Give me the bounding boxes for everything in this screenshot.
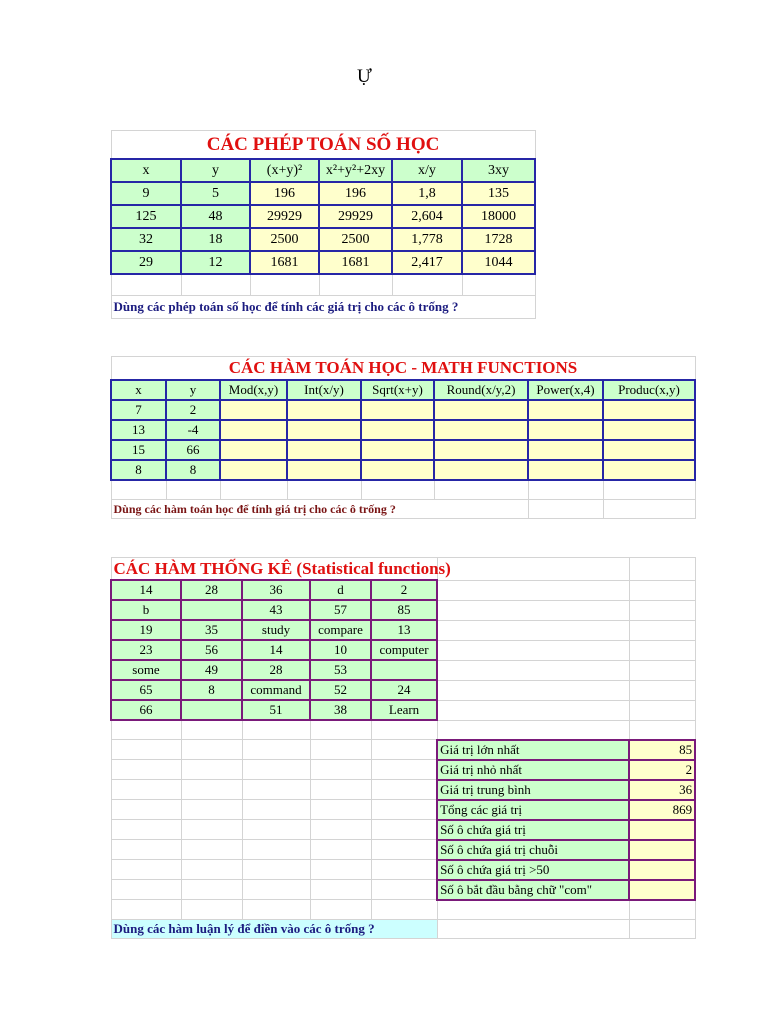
empty-cell[interactable] <box>242 780 310 800</box>
header-cell[interactable]: Int(x/y) <box>287 380 361 400</box>
empty-cell[interactable] <box>181 780 242 800</box>
result-cell[interactable]: 1728 <box>462 228 535 251</box>
empty-cell[interactable] <box>310 780 371 800</box>
empty-row <box>111 480 695 500</box>
empty-cell[interactable] <box>287 480 361 500</box>
table-row <box>111 420 695 440</box>
empty-row <box>111 274 535 296</box>
input-cell[interactable]: 32 <box>111 228 181 251</box>
empty-cell[interactable] <box>371 880 437 900</box>
table-row <box>111 440 695 460</box>
stats-note: Dùng các hàm luận lý để điền vào các ô trống ? <box>111 919 437 938</box>
empty-cell[interactable] <box>371 860 437 880</box>
data-cell[interactable]: computer <box>371 640 437 660</box>
empty-cell[interactable] <box>242 760 310 780</box>
empty-cell[interactable] <box>437 900 629 920</box>
empty-cell[interactable] <box>310 820 371 840</box>
data-cell[interactable]: 38 <box>310 700 371 720</box>
input-cell[interactable]: 125 <box>111 205 181 228</box>
table-row <box>111 205 535 228</box>
empty-cell[interactable] <box>629 700 695 720</box>
result-row <box>111 800 695 820</box>
input-cell[interactable]: 5 <box>181 182 250 205</box>
table-row <box>111 660 695 680</box>
result-cell[interactable]: 196 <box>319 182 392 205</box>
result-value[interactable]: 869 <box>629 800 695 820</box>
result-value[interactable]: 85 <box>629 740 695 760</box>
table-row <box>111 251 535 274</box>
empty-cell[interactable] <box>242 860 310 880</box>
empty-cell[interactable] <box>371 900 437 920</box>
header-cell[interactable]: Mod(x,y) <box>220 380 287 400</box>
result-cell[interactable]: 29929 <box>250 205 319 228</box>
input-cell[interactable]: 8 <box>166 460 220 480</box>
empty-row <box>111 900 695 920</box>
data-cell[interactable]: 2 <box>371 580 437 600</box>
input-cell[interactable]: 66 <box>166 440 220 460</box>
empty-cell[interactable] <box>310 840 371 860</box>
header-cell[interactable]: Round(x/y,2) <box>434 380 528 400</box>
result-row <box>111 840 695 860</box>
data-cell[interactable]: 66 <box>111 700 181 720</box>
result-cell[interactable]: 2500 <box>250 228 319 251</box>
result-cell[interactable] <box>220 460 287 480</box>
input-cell[interactable]: 15 <box>111 440 166 460</box>
header-cell[interactable]: x²+y²+2xy <box>319 159 392 182</box>
empty-cell[interactable] <box>371 760 437 780</box>
empty-cell[interactable] <box>629 919 695 938</box>
result-cell[interactable] <box>361 460 434 480</box>
data-cell[interactable]: some <box>111 660 181 680</box>
empty-cell[interactable] <box>437 558 629 581</box>
arithmetic-title: CÁC PHÉP TOÁN SỐ HỌC <box>111 131 535 160</box>
empty-cell[interactable] <box>371 820 437 840</box>
data-cell[interactable] <box>181 700 242 720</box>
empty-cell[interactable] <box>371 800 437 820</box>
result-cell[interactable] <box>220 420 287 440</box>
header-cell[interactable]: (x+y)² <box>250 159 319 182</box>
empty-cell[interactable] <box>242 900 310 920</box>
empty-cell[interactable] <box>371 840 437 860</box>
data-cell[interactable]: 28 <box>242 660 310 680</box>
empty-cell[interactable] <box>371 780 437 800</box>
input-cell[interactable]: 9 <box>111 182 181 205</box>
data-cell[interactable]: 19 <box>111 620 181 640</box>
empty-row <box>111 720 695 740</box>
empty-cell[interactable] <box>181 860 242 880</box>
data-cell[interactable]: 14 <box>111 580 181 600</box>
empty-cell[interactable] <box>181 800 242 820</box>
empty-cell[interactable] <box>629 620 695 640</box>
result-value[interactable] <box>629 860 695 880</box>
header-cell[interactable]: 3xy <box>462 159 535 182</box>
data-cell[interactable]: 13 <box>371 620 437 640</box>
empty-cell[interactable] <box>528 480 603 500</box>
empty-cell[interactable] <box>629 660 695 680</box>
arithmetic-table <box>110 130 536 319</box>
empty-cell[interactable] <box>371 720 437 740</box>
empty-cell[interactable] <box>528 500 603 519</box>
empty-cell[interactable] <box>603 480 695 500</box>
empty-cell[interactable] <box>111 840 181 860</box>
table-row <box>111 228 535 251</box>
result-value[interactable]: 2 <box>629 760 695 780</box>
result-cell[interactable] <box>603 400 695 420</box>
input-cell[interactable]: 2 <box>166 400 220 420</box>
table-row <box>111 580 695 600</box>
math-note: Dùng các hàm toán học để tính giá trị cho các ô trống ? <box>111 500 528 519</box>
empty-cell[interactable] <box>437 600 629 620</box>
empty-cell[interactable] <box>111 480 166 500</box>
data-cell[interactable]: 52 <box>310 680 371 700</box>
data-cell[interactable]: 57 <box>310 600 371 620</box>
result-value[interactable] <box>629 820 695 840</box>
header-cell[interactable]: Produc(x,y) <box>603 380 695 400</box>
data-cell[interactable] <box>371 660 437 680</box>
result-cell[interactable] <box>434 460 528 480</box>
result-cell[interactable]: 196 <box>250 182 319 205</box>
result-cell[interactable] <box>603 440 695 460</box>
result-cell[interactable]: 1,8 <box>392 182 462 205</box>
result-cell[interactable] <box>528 420 603 440</box>
result-cell[interactable] <box>434 420 528 440</box>
empty-cell[interactable] <box>242 740 310 760</box>
math-title: CÁC HÀM TOÁN HỌC - MATH FUNCTIONS <box>111 357 695 381</box>
result-row <box>111 820 695 840</box>
result-value[interactable] <box>629 880 695 900</box>
empty-cell[interactable] <box>181 720 242 740</box>
empty-cell[interactable] <box>629 720 695 740</box>
empty-cell[interactable] <box>242 840 310 860</box>
empty-cell[interactable] <box>310 800 371 820</box>
result-row <box>111 880 695 900</box>
empty-cell[interactable] <box>181 900 242 920</box>
empty-cell[interactable] <box>181 760 242 780</box>
result-label: Giá trị trung bình <box>437 780 629 800</box>
empty-cell[interactable] <box>603 500 695 519</box>
data-cell[interactable]: study <box>242 620 310 640</box>
result-cell[interactable] <box>528 400 603 420</box>
result-cell[interactable] <box>361 420 434 440</box>
empty-cell[interactable] <box>371 740 437 760</box>
data-cell[interactable]: 56 <box>181 640 242 660</box>
input-cell[interactable]: 13 <box>111 420 166 440</box>
empty-cell[interactable] <box>250 274 319 296</box>
input-cell[interactable]: 48 <box>181 205 250 228</box>
data-cell[interactable]: 43 <box>242 600 310 620</box>
table-row <box>111 182 535 205</box>
empty-cell[interactable] <box>111 880 181 900</box>
result-label: Số ô bắt đầu bằng chữ "com" <box>437 880 629 900</box>
empty-cell[interactable] <box>242 720 310 740</box>
data-cell[interactable]: 36 <box>242 580 310 600</box>
table-row <box>111 680 695 700</box>
data-cell[interactable]: 8 <box>181 680 242 700</box>
result-cell[interactable] <box>287 420 361 440</box>
table-row <box>111 460 695 480</box>
empty-cell[interactable] <box>111 720 181 740</box>
empty-cell[interactable] <box>437 620 629 640</box>
empty-cell[interactable] <box>629 900 695 920</box>
result-cell[interactable]: 135 <box>462 182 535 205</box>
result-value[interactable] <box>629 840 695 860</box>
data-cell[interactable]: 24 <box>371 680 437 700</box>
result-cell[interactable] <box>528 440 603 460</box>
empty-cell[interactable] <box>242 800 310 820</box>
result-cell[interactable] <box>220 400 287 420</box>
result-value[interactable]: 36 <box>629 780 695 800</box>
empty-cell[interactable] <box>319 274 392 296</box>
result-cell[interactable]: 1681 <box>319 251 392 274</box>
result-cell[interactable] <box>361 400 434 420</box>
result-cell[interactable]: 2,417 <box>392 251 462 274</box>
result-label: Tổng các giá trị <box>437 800 629 820</box>
empty-cell[interactable] <box>111 860 181 880</box>
result-cell[interactable] <box>287 400 361 420</box>
result-cell[interactable] <box>434 440 528 460</box>
data-cell[interactable]: 14 <box>242 640 310 660</box>
empty-cell[interactable] <box>111 900 181 920</box>
empty-cell[interactable] <box>437 919 629 938</box>
result-cell[interactable]: 2,604 <box>392 205 462 228</box>
empty-cell[interactable] <box>111 760 181 780</box>
empty-cell[interactable] <box>242 880 310 900</box>
table-row <box>111 620 695 640</box>
result-cell[interactable]: 29929 <box>319 205 392 228</box>
empty-cell[interactable] <box>310 900 371 920</box>
input-cell[interactable]: 18 <box>181 228 250 251</box>
statistical-functions-table <box>110 557 696 939</box>
empty-cell[interactable] <box>437 680 629 700</box>
data-cell[interactable]: 65 <box>111 680 181 700</box>
header-cell[interactable]: x <box>111 380 166 400</box>
empty-cell[interactable] <box>310 880 371 900</box>
empty-cell[interactable] <box>181 820 242 840</box>
empty-cell[interactable] <box>310 720 371 740</box>
result-cell[interactable] <box>287 440 361 460</box>
empty-cell[interactable] <box>437 700 629 720</box>
table-row <box>111 600 695 620</box>
result-cell[interactable] <box>287 460 361 480</box>
math-header-row <box>111 380 695 400</box>
empty-cell[interactable] <box>181 840 242 860</box>
result-cell[interactable]: 1044 <box>462 251 535 274</box>
table-row <box>111 400 695 420</box>
empty-cell[interactable] <box>220 480 287 500</box>
header-cell[interactable]: Power(x,4) <box>528 380 603 400</box>
data-cell[interactable]: 10 <box>310 640 371 660</box>
empty-cell[interactable] <box>111 800 181 820</box>
empty-cell[interactable] <box>629 640 695 660</box>
empty-cell[interactable] <box>310 740 371 760</box>
result-cell[interactable] <box>361 440 434 460</box>
empty-cell[interactable] <box>181 274 250 296</box>
data-cell[interactable]: d <box>310 580 371 600</box>
data-cell[interactable]: 28 <box>181 580 242 600</box>
result-row <box>111 760 695 780</box>
table-row <box>111 700 695 720</box>
empty-cell[interactable] <box>629 600 695 620</box>
empty-cell[interactable] <box>181 740 242 760</box>
top-character: Ự <box>357 66 372 87</box>
empty-cell[interactable] <box>111 274 181 296</box>
result-row <box>111 740 695 760</box>
header-cell[interactable]: y <box>166 380 220 400</box>
empty-cell[interactable] <box>392 274 462 296</box>
empty-cell[interactable] <box>111 740 181 760</box>
result-cell[interactable] <box>603 420 695 440</box>
data-cell[interactable]: command <box>242 680 310 700</box>
empty-cell[interactable] <box>111 780 181 800</box>
input-cell[interactable]: 7 <box>111 400 166 420</box>
result-cell[interactable]: 1,778 <box>392 228 462 251</box>
header-cell[interactable]: Sqrt(x+y) <box>361 380 434 400</box>
arithmetic-header-row <box>111 159 535 182</box>
empty-cell[interactable] <box>629 680 695 700</box>
data-cell[interactable]: 53 <box>310 660 371 680</box>
empty-cell[interactable] <box>111 820 181 840</box>
result-label: Giá trị lớn nhất <box>437 740 629 760</box>
empty-cell[interactable] <box>242 820 310 840</box>
empty-cell[interactable] <box>181 880 242 900</box>
result-row <box>111 860 695 880</box>
empty-cell[interactable] <box>629 558 695 581</box>
header-cell[interactable]: y <box>181 159 250 182</box>
table-row <box>111 640 695 660</box>
result-label: Giá trị nhỏ nhất <box>437 760 629 780</box>
data-cell[interactable]: 51 <box>242 700 310 720</box>
arithmetic-note: Dùng các phép toán số học để tính các giá trị cho các ô trống ? <box>111 296 535 319</box>
header-cell[interactable]: x/y <box>392 159 462 182</box>
math-functions-table <box>110 356 696 519</box>
data-cell[interactable] <box>181 600 242 620</box>
empty-cell[interactable] <box>166 480 220 500</box>
data-cell[interactable]: 35 <box>181 620 242 640</box>
result-cell[interactable] <box>603 460 695 480</box>
empty-cell[interactable] <box>437 720 629 740</box>
stats-title: CÁC HÀM THỐNG KÊ (Statistical functions) <box>111 558 437 581</box>
data-cell[interactable]: 49 <box>181 660 242 680</box>
result-row <box>111 780 695 800</box>
data-cell[interactable]: 85 <box>371 600 437 620</box>
result-label: Số ô chứa giá trị <box>437 820 629 840</box>
empty-cell[interactable] <box>462 274 535 296</box>
header-cell[interactable]: x <box>111 159 181 182</box>
result-cell[interactable] <box>528 460 603 480</box>
data-cell[interactable]: compare <box>310 620 371 640</box>
result-cell[interactable]: 1681 <box>250 251 319 274</box>
input-cell[interactable]: 12 <box>181 251 250 274</box>
data-cell[interactable]: b <box>111 600 181 620</box>
result-label: Số ô chứa giá trị chuỗi <box>437 840 629 860</box>
data-cell[interactable]: 23 <box>111 640 181 660</box>
input-cell[interactable]: 29 <box>111 251 181 274</box>
empty-cell[interactable] <box>437 660 629 680</box>
empty-cell[interactable] <box>629 580 695 600</box>
result-label: Số ô chứa giá trị >50 <box>437 860 629 880</box>
empty-cell[interactable] <box>361 480 434 500</box>
result-cell[interactable]: 18000 <box>462 205 535 228</box>
result-cell[interactable] <box>220 440 287 460</box>
result-cell[interactable] <box>434 400 528 420</box>
result-cell[interactable]: 2500 <box>319 228 392 251</box>
empty-cell[interactable] <box>434 480 528 500</box>
empty-cell[interactable] <box>437 640 629 660</box>
input-cell[interactable]: -4 <box>166 420 220 440</box>
input-cell[interactable]: 8 <box>111 460 166 480</box>
empty-cell[interactable] <box>310 760 371 780</box>
data-cell[interactable]: Learn <box>371 700 437 720</box>
empty-cell[interactable] <box>437 580 629 600</box>
empty-cell[interactable] <box>310 860 371 880</box>
